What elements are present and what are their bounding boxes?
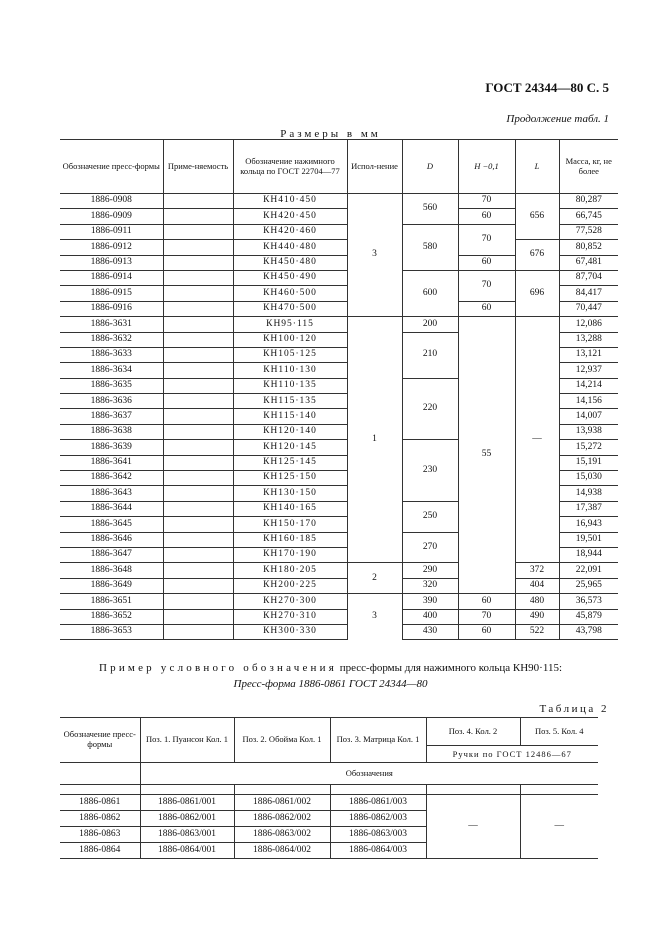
d-cell: 290 bbox=[402, 563, 458, 578]
ring-designation: КН450·480 bbox=[233, 255, 347, 270]
t2-pos3: 1886-0864/003 bbox=[330, 843, 426, 859]
d-cell: 210 bbox=[402, 332, 458, 378]
t2-pos2: 1886-0864/002 bbox=[234, 843, 330, 859]
version-cell: 1 bbox=[347, 317, 402, 563]
table-2-header-row-1 bbox=[60, 718, 598, 746]
h-cell: 55 bbox=[458, 317, 515, 594]
col-header-applicability: Приме-няемость bbox=[163, 140, 233, 194]
ring-designation: КН180·205 bbox=[233, 563, 347, 578]
mass-cell: 36,573 bbox=[559, 594, 618, 609]
d-cell: 390 bbox=[402, 594, 458, 609]
d-cell: 560 bbox=[402, 194, 458, 225]
t2-header-pos1: Поз. 1. Пуансон Кол. 1 bbox=[140, 718, 234, 763]
table-row bbox=[60, 609, 618, 624]
version-cell: 3 bbox=[347, 594, 402, 640]
press-form-id: 1886-3637 bbox=[60, 409, 163, 424]
ring-designation: КН125·145 bbox=[233, 455, 347, 470]
ring-designation: КН140·165 bbox=[233, 501, 347, 516]
applicability bbox=[163, 471, 233, 486]
ring-designation: КН300·330 bbox=[233, 624, 347, 639]
applicability bbox=[163, 209, 233, 224]
ring-designation: КН120·145 bbox=[233, 440, 347, 455]
mass-cell: 87,704 bbox=[559, 270, 618, 285]
h-cell: 70 bbox=[458, 609, 515, 624]
table-continuation-note: Продолжение табл. 1 bbox=[506, 113, 609, 125]
applicability bbox=[163, 224, 233, 239]
example-designation: Пресс-форма 1886-0861 ГОСТ 24344—80 bbox=[233, 678, 428, 690]
table-row bbox=[60, 795, 598, 811]
applicability bbox=[163, 624, 233, 639]
t2-pos3: 1886-0863/003 bbox=[330, 827, 426, 843]
press-form-id: 1886-0912 bbox=[60, 240, 163, 255]
l-cell: 372 bbox=[515, 563, 559, 578]
mass-cell: 67,481 bbox=[559, 255, 618, 270]
press-form-id: 1886-3636 bbox=[60, 394, 163, 409]
d-cell: 320 bbox=[402, 578, 458, 593]
press-form-id: 1886-3647 bbox=[60, 547, 163, 562]
l-cell: 490 bbox=[515, 609, 559, 624]
l-cell: 676 bbox=[515, 240, 559, 271]
mass-cell: 18,944 bbox=[559, 547, 618, 562]
d-cell: 270 bbox=[402, 532, 458, 563]
t2-pos1: 1886-0864/001 bbox=[140, 843, 234, 859]
press-form-id: 1886-0909 bbox=[60, 209, 163, 224]
example-lead: Пример условного обозначения bbox=[98, 662, 337, 674]
press-form-id: 1886-3649 bbox=[60, 578, 163, 593]
applicability bbox=[163, 486, 233, 501]
press-form-id: 1886-3632 bbox=[60, 332, 163, 347]
mass-cell: 14,214 bbox=[559, 378, 618, 393]
t2-header-pos2: Поз. 2. Обойма Кол. 1 bbox=[234, 718, 330, 763]
applicability bbox=[163, 332, 233, 347]
press-form-id: 1886-3631 bbox=[60, 317, 163, 332]
ring-designation: КН200·225 bbox=[233, 578, 347, 593]
ring-designation: КН160·185 bbox=[233, 532, 347, 547]
ring-designation: КН105·125 bbox=[233, 347, 347, 362]
applicability bbox=[163, 563, 233, 578]
t2-pos2: 1886-0861/002 bbox=[234, 795, 330, 811]
mass-cell: 14,007 bbox=[559, 409, 618, 424]
press-form-id: 1886-3645 bbox=[60, 517, 163, 532]
mass-cell: 22,091 bbox=[559, 563, 618, 578]
ring-designation: КН150·170 bbox=[233, 517, 347, 532]
l-cell: — bbox=[515, 317, 559, 563]
press-form-id: 1886-3643 bbox=[60, 486, 163, 501]
mass-cell: 25,965 bbox=[559, 578, 618, 593]
t2-press-form: 1886-0863 bbox=[60, 827, 140, 843]
t2-pos3: 1886-0862/003 bbox=[330, 811, 426, 827]
ring-designation: КН470·500 bbox=[233, 301, 347, 316]
press-form-id: 1886-0908 bbox=[60, 194, 163, 209]
t2-pos4-dash: — bbox=[426, 795, 520, 859]
table-row bbox=[60, 317, 618, 332]
table-2-caption: Таблица 2 bbox=[539, 703, 609, 715]
t2-pos1: 1886-0863/001 bbox=[140, 827, 234, 843]
press-form-id: 1886-3638 bbox=[60, 424, 163, 439]
h-cell: 60 bbox=[458, 624, 515, 639]
mass-cell: 14,938 bbox=[559, 486, 618, 501]
mass-cell: 80,287 bbox=[559, 194, 618, 209]
sizes-caption: Размеры в мм bbox=[280, 128, 381, 140]
t2-header-press-form: Обозначение пресс-формы bbox=[60, 718, 140, 763]
press-form-id: 1886-3634 bbox=[60, 363, 163, 378]
l-cell: 522 bbox=[515, 624, 559, 639]
table-row bbox=[60, 240, 618, 255]
applicability bbox=[163, 194, 233, 209]
t2-pos5-dash: — bbox=[520, 795, 598, 859]
t2-pos2: 1886-0862/002 bbox=[234, 811, 330, 827]
applicability bbox=[163, 347, 233, 362]
press-form-id: 1886-0913 bbox=[60, 255, 163, 270]
ring-designation: КН115·135 bbox=[233, 394, 347, 409]
press-form-id: 1886-0916 bbox=[60, 301, 163, 316]
mass-cell: 70,447 bbox=[559, 301, 618, 316]
mass-cell: 45,879 bbox=[559, 609, 618, 624]
l-cell: 480 bbox=[515, 594, 559, 609]
ring-designation: КН460·500 bbox=[233, 286, 347, 301]
l-cell: 404 bbox=[515, 578, 559, 593]
col-header-mass: Масса, кг, не более bbox=[559, 140, 618, 194]
page-header: ГОСТ 24344—80 С. 5 bbox=[485, 80, 609, 95]
mass-cell: 14,156 bbox=[559, 394, 618, 409]
applicability bbox=[163, 455, 233, 470]
col-header-version: Испол-нение bbox=[347, 140, 402, 194]
press-form-id: 1886-3651 bbox=[60, 594, 163, 609]
applicability bbox=[163, 394, 233, 409]
table-row bbox=[60, 594, 618, 609]
d-cell: 230 bbox=[402, 440, 458, 502]
table-row bbox=[60, 624, 618, 639]
col-header-press-form: Обозначение пресс-формы bbox=[60, 140, 163, 194]
ring-designation: КН130·150 bbox=[233, 486, 347, 501]
t2-header-handles: Ручки по ГОСТ 12486—67 bbox=[426, 746, 598, 763]
example-rest: пресс-формы для нажимного кольца КН90·115: bbox=[336, 662, 562, 674]
t2-header-blank bbox=[60, 763, 140, 785]
applicability bbox=[163, 517, 233, 532]
mass-cell: 15,272 bbox=[559, 440, 618, 455]
mass-cell: 66,745 bbox=[559, 209, 618, 224]
ring-designation: КН110·130 bbox=[233, 363, 347, 378]
mass-cell: 17,387 bbox=[559, 501, 618, 516]
t2-header-pos3: Поз. 3. Матрица Кол. 1 bbox=[330, 718, 426, 763]
d-cell: 580 bbox=[402, 224, 458, 270]
h-cell: 60 bbox=[458, 209, 515, 224]
table-1-body bbox=[60, 194, 618, 640]
applicability bbox=[163, 594, 233, 609]
mass-cell: 84,417 bbox=[559, 286, 618, 301]
ring-designation: КН95·115 bbox=[233, 317, 347, 332]
mass-cell: 13,938 bbox=[559, 424, 618, 439]
ring-designation: КН100·120 bbox=[233, 332, 347, 347]
ring-designation: КН115·140 bbox=[233, 409, 347, 424]
t2-header-pos5: Поз. 5. Кол. 4 bbox=[520, 718, 598, 746]
applicability bbox=[163, 286, 233, 301]
t2-press-form: 1886-0861 bbox=[60, 795, 140, 811]
table-2-header-row-3 bbox=[60, 763, 598, 785]
press-form-id: 1886-3646 bbox=[60, 532, 163, 547]
mass-cell: 15,030 bbox=[559, 471, 618, 486]
t2-pos2: 1886-0863/002 bbox=[234, 827, 330, 843]
ring-designation: КН420·460 bbox=[233, 224, 347, 239]
press-form-id: 1886-0914 bbox=[60, 270, 163, 285]
d-cell: 600 bbox=[402, 270, 458, 316]
applicability bbox=[163, 378, 233, 393]
h-cell: 70 bbox=[458, 194, 515, 209]
mass-cell: 13,288 bbox=[559, 332, 618, 347]
ring-designation: КН270·310 bbox=[233, 609, 347, 624]
press-form-id: 1886-3642 bbox=[60, 471, 163, 486]
table-row bbox=[60, 578, 618, 593]
mass-cell: 80,852 bbox=[559, 240, 618, 255]
applicability bbox=[163, 532, 233, 547]
col-header-ring: Обозначение нажимного кольца по ГОСТ 22704—77 bbox=[233, 140, 347, 194]
table-row bbox=[60, 194, 618, 209]
table-row bbox=[60, 270, 618, 285]
example-line bbox=[0, 662, 661, 674]
applicability bbox=[163, 240, 233, 255]
table-2-body bbox=[60, 795, 598, 859]
d-cell: 200 bbox=[402, 317, 458, 332]
ring-designation: КН125·150 bbox=[233, 471, 347, 486]
applicability bbox=[163, 501, 233, 516]
press-form-id: 1886-3644 bbox=[60, 501, 163, 516]
d-cell: 400 bbox=[402, 609, 458, 624]
t2-pos3: 1886-0861/003 bbox=[330, 795, 426, 811]
table-row bbox=[60, 563, 618, 578]
t2-pos1: 1886-0861/001 bbox=[140, 795, 234, 811]
l-cell: 696 bbox=[515, 270, 559, 316]
col-header-d: D bbox=[402, 140, 458, 194]
h-cell: 70 bbox=[458, 224, 515, 255]
mass-cell: 12,937 bbox=[559, 363, 618, 378]
d-cell: 430 bbox=[402, 624, 458, 639]
col-header-h: H −0,1 bbox=[458, 140, 515, 194]
l-cell: 656 bbox=[515, 194, 559, 240]
ring-designation: КН450·490 bbox=[233, 270, 347, 285]
ring-designation: КН110·135 bbox=[233, 378, 347, 393]
table-1-header-row bbox=[60, 140, 618, 194]
h-cell: 60 bbox=[458, 301, 515, 316]
applicability bbox=[163, 255, 233, 270]
table-2 bbox=[60, 717, 598, 859]
t2-pos1: 1886-0862/001 bbox=[140, 811, 234, 827]
t2-press-form: 1886-0862 bbox=[60, 811, 140, 827]
applicability bbox=[163, 301, 233, 316]
ring-designation: КН410·450 bbox=[233, 194, 347, 209]
h-cell: 70 bbox=[458, 270, 515, 301]
press-form-id: 1886-3639 bbox=[60, 440, 163, 455]
applicability bbox=[163, 363, 233, 378]
mass-cell: 12,086 bbox=[559, 317, 618, 332]
col-header-l: L bbox=[515, 140, 559, 194]
ring-designation: КН270·300 bbox=[233, 594, 347, 609]
h-cell: 60 bbox=[458, 594, 515, 609]
press-form-id: 1886-3641 bbox=[60, 455, 163, 470]
mass-cell: 13,121 bbox=[559, 347, 618, 362]
press-form-id: 1886-0911 bbox=[60, 224, 163, 239]
applicability bbox=[163, 609, 233, 624]
press-form-id: 1886-3633 bbox=[60, 347, 163, 362]
table-2-spacer bbox=[60, 785, 598, 795]
press-form-id: 1886-0915 bbox=[60, 286, 163, 301]
press-form-id: 1886-3635 bbox=[60, 378, 163, 393]
press-form-id: 1886-3652 bbox=[60, 609, 163, 624]
t2-header-pos4: Поз. 4. Кол. 2 bbox=[426, 718, 520, 746]
table-1 bbox=[60, 139, 618, 640]
press-form-id: 1886-3648 bbox=[60, 563, 163, 578]
d-cell: 250 bbox=[402, 501, 458, 532]
version-cell: 2 bbox=[347, 563, 402, 594]
applicability bbox=[163, 409, 233, 424]
version-cell: 3 bbox=[347, 194, 402, 317]
t2-press-form: 1886-0864 bbox=[60, 843, 140, 859]
mass-cell: 77,528 bbox=[559, 224, 618, 239]
applicability bbox=[163, 440, 233, 455]
t2-header-designations: Обозначения bbox=[140, 763, 598, 785]
d-cell: 220 bbox=[402, 378, 458, 440]
applicability bbox=[163, 270, 233, 285]
mass-cell: 43,798 bbox=[559, 624, 618, 639]
applicability bbox=[163, 317, 233, 332]
ring-designation: КН420·450 bbox=[233, 209, 347, 224]
press-form-id: 1886-3653 bbox=[60, 624, 163, 639]
mass-cell: 16,943 bbox=[559, 517, 618, 532]
mass-cell: 15,191 bbox=[559, 455, 618, 470]
applicability bbox=[163, 578, 233, 593]
h-cell: 60 bbox=[458, 255, 515, 270]
applicability bbox=[163, 547, 233, 562]
mass-cell: 19,501 bbox=[559, 532, 618, 547]
ring-designation: КН170·190 bbox=[233, 547, 347, 562]
applicability bbox=[163, 424, 233, 439]
ring-designation: КН120·140 bbox=[233, 424, 347, 439]
ring-designation: КН440·480 bbox=[233, 240, 347, 255]
